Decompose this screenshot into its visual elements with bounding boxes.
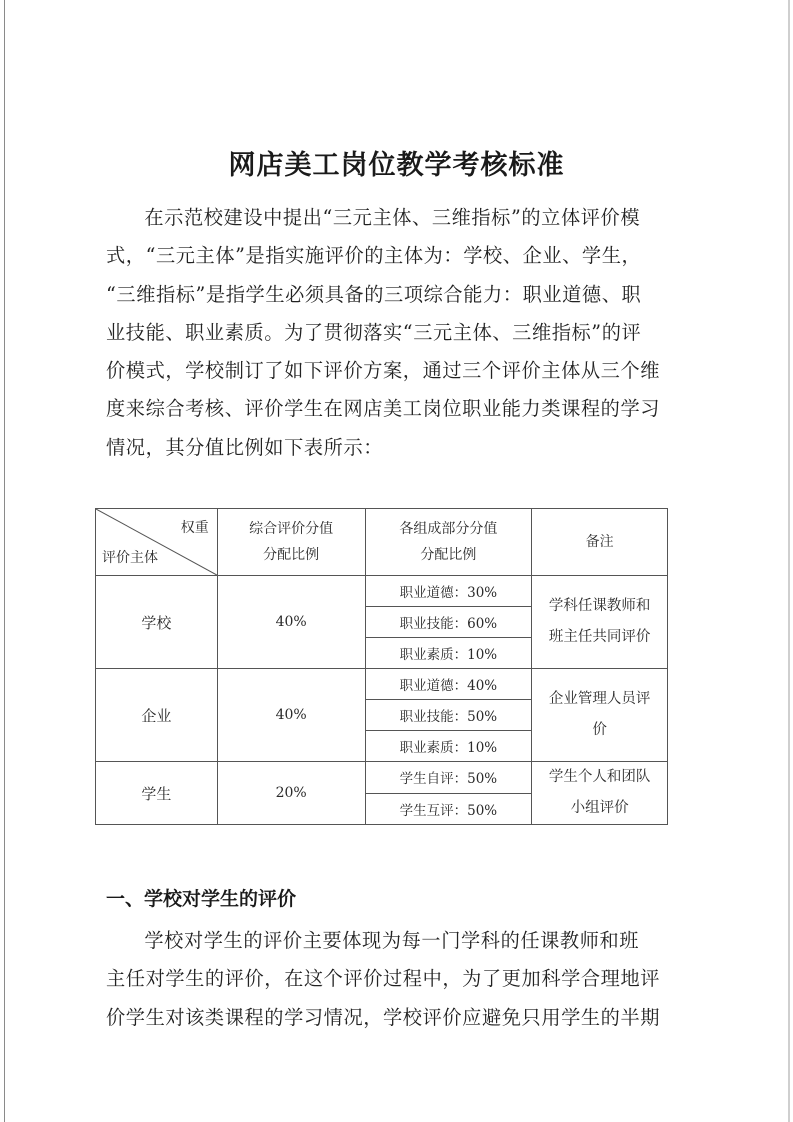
subject-cell-school: 学校: [96, 576, 218, 669]
header-weight-label: 权重: [180, 520, 209, 536]
overall-ratio-cell: 40%: [217, 669, 365, 762]
table-row: [96, 669, 668, 700]
overall-ratio-cell: 40%: [217, 576, 365, 669]
note-text: 小组评价: [570, 800, 629, 816]
header-component-ratio: [365, 509, 532, 576]
intro-line: 式，“三元主体”是指实施评价的主体为：学校、企业、学生，: [106, 244, 642, 268]
note-text: 学生个人和团队: [548, 769, 651, 785]
component-cell: 职业道德：40%: [365, 669, 532, 700]
table-header-row: [96, 509, 668, 576]
intro-paragraph: [106, 199, 676, 467]
component-cell: 职业素质：10%: [365, 638, 532, 669]
component-cell: 学生互评：50%: [365, 793, 532, 825]
note-text: 价: [592, 722, 607, 738]
intro-line: 情况，其分值比例如下表所示：: [106, 435, 384, 459]
note-text: 企业管理人员评: [548, 691, 651, 707]
intro-line: 价模式，学校制订了如下评价方案，通过三个评价主体从三个维: [106, 359, 661, 383]
note-text: 学科任课教师和: [548, 598, 651, 614]
header-text: 综合评价分值: [249, 521, 334, 537]
component-cell: 职业道德：30%: [365, 576, 532, 607]
evaluation-ratio-table: [95, 508, 668, 825]
section-line: 价学生对该类课程的学习情况，学校评价应避免只用学生的半期: [106, 1005, 661, 1029]
table-row: [96, 762, 668, 794]
table-row: [96, 576, 668, 607]
component-cell: 职业素质：10%: [365, 731, 532, 762]
header-text: 分配比例: [420, 547, 477, 563]
component-cell: 职业技能：60%: [365, 607, 532, 638]
intro-line: 在示范校建设中提出“三元主体、三维指标”的立体评价模: [144, 206, 641, 229]
header-text: 各组成部分分值: [399, 521, 498, 537]
section-paragraph: [106, 922, 676, 1037]
overall-ratio-cell: 20%: [217, 762, 365, 825]
header-text: 分配比例: [263, 547, 320, 563]
section-line: 主任对学生的评价，在这个评价过程中，为了更加科学合理地评: [106, 967, 661, 991]
header-overall-ratio: [217, 509, 365, 576]
intro-line: “三维指标”是指学生必须具备的三项综合能力：职业道德、职: [106, 282, 642, 306]
subject-cell-enterprise: 企业: [96, 669, 218, 762]
header-subject-label: 评价主体: [102, 550, 158, 566]
header-notes: 备注: [532, 509, 668, 576]
component-cell: 职业技能：50%: [365, 700, 532, 731]
section-heading: 一、学校对学生的评价: [106, 888, 297, 910]
intro-line: 度来综合考核、评价学生在网店美工岗位职业能力类课程的学习: [106, 397, 661, 421]
component-cell: 学生自评：50%: [365, 762, 532, 794]
intro-line: 业技能、职业素质。为了贯彻落实“三元主体、三维指标”的评: [106, 320, 642, 344]
note-cell: [532, 762, 668, 825]
note-text: 班主任共同评价: [548, 629, 651, 645]
note-cell: [532, 576, 668, 669]
subject-cell-student: 学生: [96, 762, 218, 825]
section-line: 学校对学生的评价主要体现为每一门学科的任课教师和班: [144, 929, 640, 952]
diagonal-header-cell: [96, 509, 218, 576]
page-title: 网店美工岗位教学考核标准: [228, 150, 565, 181]
note-cell: [532, 669, 668, 762]
